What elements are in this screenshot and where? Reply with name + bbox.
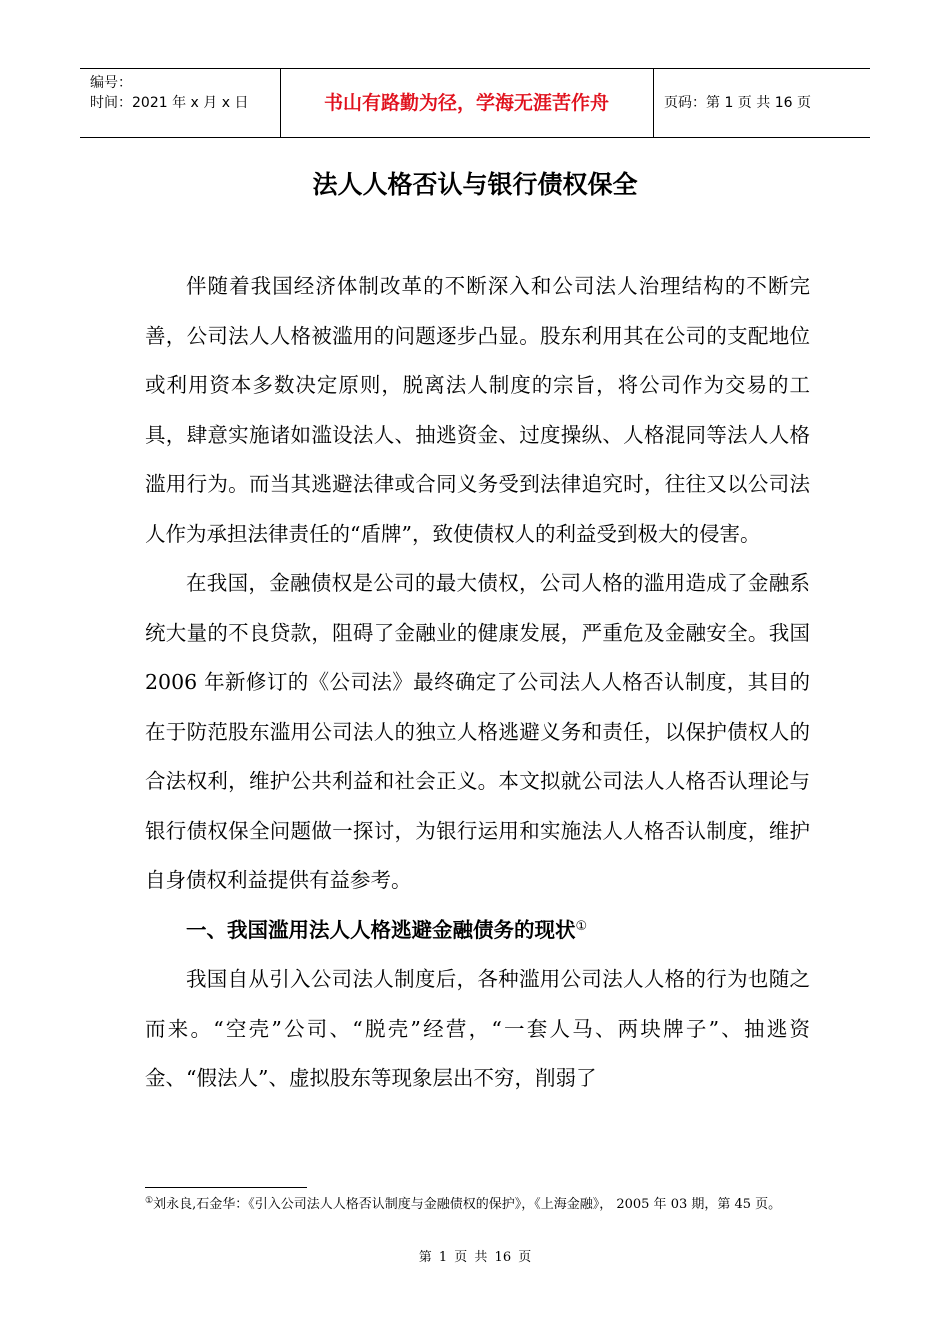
paragraph-1: 伴随着我国经济体制改革的不断深入和公司法人治理结构的不断完善，公司法人人格被滥用的问题逐步凸显。股东利用其在公司的支配地位或利用资本多数决定原则，脱离法人制度的宗旨，将公司作为交易的工具，肆意实施诸如滥设法人、抽逃资金、过度操纵、人格混同等法人人格滥用行为。而当其逃避法律或合同义务受到法律追究时，往往又以公司法人作为承担法律责任的“盾牌”，致使债权人的利益受到极大的侵害。 xyxy=(145,274,810,546)
section-heading-1 xyxy=(145,906,810,956)
paragraph-2: 在我国，金融债权是公司的最大债权，公司人格的滥用造成了金融系统大量的不良贷款，阻碍了金融业的健康发展，严重危及金融安全。我国 2006 年新修订的《公司法》最终确定了公司法人人格否认制度，其目的在于防范股东滥用公司法人的独立人格逃避义务和责任，以保护债权人的合法权利，维护公共利益和社会正义。本文拟就公司法人人格否认理论与银行债权保全问题做一探讨，为银行运用和实施法人人格否认制度，维护自身债权利益提供有益参考。 xyxy=(145,571,810,892)
header-box xyxy=(80,68,870,138)
paragraph-3: 我国自从引入公司法人制度后，各种滥用公司法人人格的行为也随之而来。“空壳”公司、“脱壳”经营，“一套人马、两块牌子”、抽逃资金、“假法人”、虚拟股东等现象层出不穷，削弱了 xyxy=(145,967,810,1090)
footnote-ref: ① xyxy=(575,918,588,934)
footnote-separator xyxy=(145,1187,307,1188)
document-body xyxy=(145,262,810,1104)
header-motto: 书山有路勤为径，学海无涯苦作舟 xyxy=(323,92,609,114)
footnote-text: 刘永良,石金华：《引入公司法人人格否认制度与金融债权的保护》，《上海金融》， 2005 年 03 期，第 45 页。 xyxy=(153,1197,782,1212)
header-time-label: 时间：2021 年 x 月 x 日 xyxy=(90,95,249,111)
header-number-label: 编号： xyxy=(90,75,132,91)
header-divider-right xyxy=(653,69,654,137)
footnote-mark: ① xyxy=(145,1196,154,1206)
section-heading-1-text: 一、我国滥用法人人格逃避金融债务的现状 xyxy=(186,917,576,942)
document-title: 法人人格否认与银行债权保全 xyxy=(312,170,638,199)
footnote xyxy=(145,1194,815,1215)
header-meta xyxy=(90,73,248,113)
page-footer: 第 1 页 共 16 页 xyxy=(418,1250,532,1265)
header-page-info: 页码：第 1 页 共 16 页 xyxy=(664,95,811,111)
